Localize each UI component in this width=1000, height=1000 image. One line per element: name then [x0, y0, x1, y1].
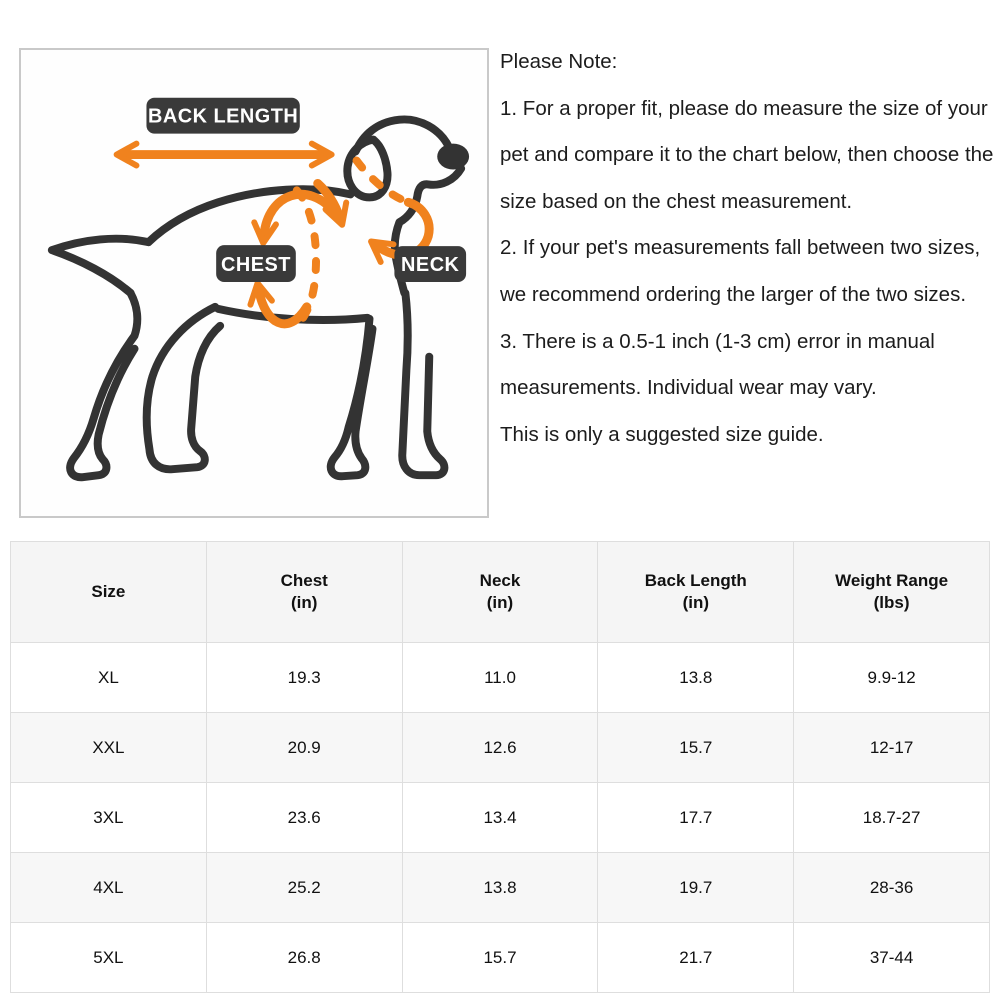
- cell-size: 5XL: [11, 923, 207, 993]
- column-header-label: Size: [91, 582, 126, 601]
- table-row: [11, 853, 990, 923]
- table-header-row: [11, 542, 990, 643]
- column-header-unit: (in): [290, 593, 318, 612]
- cell-size: XL: [11, 643, 207, 713]
- cell-neck: 13.8: [402, 853, 598, 923]
- chest-girth-dashed-line: [297, 190, 316, 319]
- cell-weight: 9.9-12: [794, 643, 990, 713]
- dog-nose: [437, 144, 469, 170]
- chest-label-text: CHEST: [221, 254, 291, 277]
- cell-chest: 20.9: [206, 713, 402, 783]
- column-header-label: Chest: [280, 571, 328, 590]
- column-header-weight-range: [794, 542, 990, 643]
- cell-back-length: 19.7: [598, 853, 794, 923]
- cell-weight: 37-44: [794, 923, 990, 993]
- dog-hind-leg-far: [70, 293, 137, 477]
- note-line: This is only a suggested size guide.: [500, 422, 824, 446]
- neck-label-text: NECK: [401, 254, 460, 277]
- column-header-chest: [206, 542, 402, 643]
- table-row: [11, 713, 990, 783]
- column-header-unit: (in): [486, 593, 514, 612]
- column-header-label: Back Length: [644, 571, 747, 590]
- cell-weight: 12-17: [794, 713, 990, 783]
- please-note-section: [500, 39, 998, 458]
- dog-tail: [52, 239, 149, 293]
- cell-neck: 13.4: [402, 783, 598, 853]
- dog-front-leg-far: [331, 319, 373, 476]
- table-row: [11, 783, 990, 853]
- size-chart-table: [10, 541, 990, 993]
- cell-back-length: 15.7: [598, 713, 794, 783]
- table-row: [11, 923, 990, 993]
- note-line: measurements. Individual wear may vary.: [500, 376, 877, 400]
- cell-chest: 25.2: [206, 853, 402, 923]
- table-row: [11, 643, 990, 713]
- note-line: size based on the chest measurement.: [500, 189, 853, 213]
- cell-weight: 18.7-27: [794, 783, 990, 853]
- cell-chest: 19.3: [206, 643, 402, 713]
- note-line: we recommend ordering the larger of the two sizes.: [500, 282, 967, 306]
- column-header-neck: [402, 542, 598, 643]
- cell-chest: 23.6: [206, 783, 402, 853]
- column-header-label: Neck: [479, 571, 521, 590]
- cell-back-length: 21.7: [598, 923, 794, 993]
- note-line: 1. For a proper fit, please do measure the size of your: [500, 96, 988, 120]
- column-header-unit: (lbs): [873, 593, 910, 612]
- cell-size: 4XL: [11, 853, 207, 923]
- dog-ear: [347, 140, 387, 198]
- cell-back-length: 17.7: [598, 783, 794, 853]
- cell-weight: 28-36: [794, 853, 990, 923]
- column-header-unit: (in): [682, 593, 709, 612]
- note-line: pet and compare it to the chart below, then choose the: [500, 143, 994, 167]
- dog-head: [356, 119, 450, 151]
- note-heading: Please Note:: [500, 50, 618, 73]
- dog-measurement-illustration: [21, 50, 487, 516]
- cell-neck: 12.6: [402, 713, 598, 783]
- cell-chest: 26.8: [206, 923, 402, 993]
- cell-size: 3XL: [11, 783, 207, 853]
- measurement-diagram: [19, 48, 489, 518]
- column-header-size: [11, 542, 207, 643]
- column-header-back-length: [598, 542, 794, 643]
- cell-back-length: 13.8: [598, 643, 794, 713]
- note-line: 2. If your pet's measurements fall between two sizes,: [500, 236, 981, 260]
- note-line: 3. There is a 0.5-1 inch (1-3 cm) error in manual: [500, 329, 935, 353]
- cell-neck: 11.0: [402, 643, 598, 713]
- dog-front-leg-near: [402, 293, 444, 475]
- cell-size: XXL: [11, 713, 207, 783]
- back-length-label-text: BACK LENGTH: [147, 105, 299, 128]
- cell-neck: 15.7: [402, 923, 598, 993]
- dog-hind-leg-near: [147, 307, 220, 469]
- column-header-label: Weight Range: [835, 571, 949, 590]
